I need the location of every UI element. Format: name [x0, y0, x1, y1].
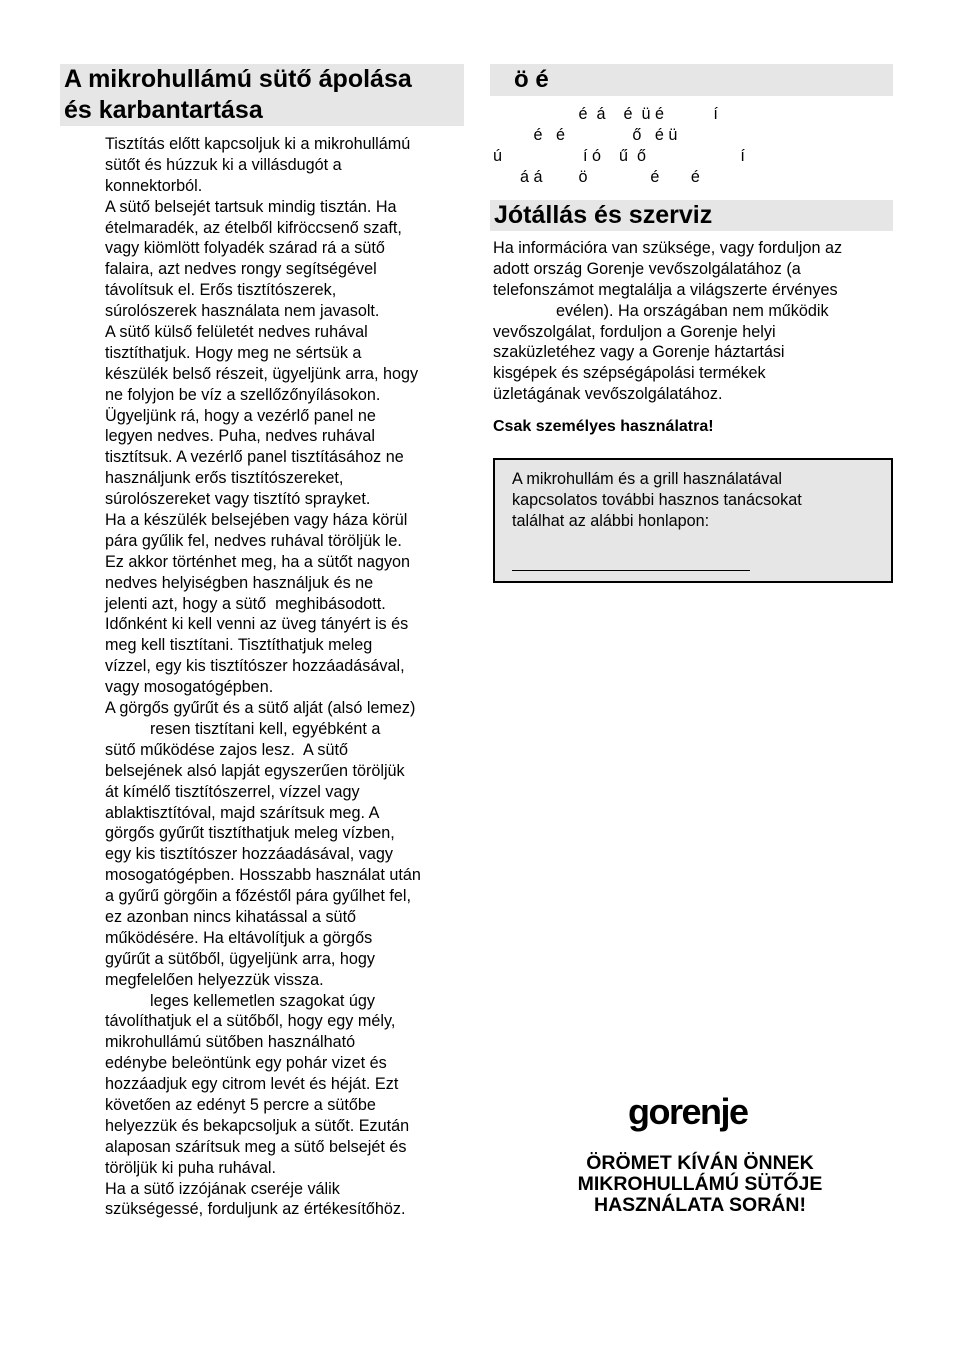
- care-text-line: Tisztítás előtt kapcsoljuk ki a mikrohullámú: [105, 135, 411, 153]
- care-text-line: használjunk erős tisztítószereket,: [105, 469, 344, 488]
- care-text-line: szükségessé, forduljunk az értékesítőhöz.: [105, 1200, 406, 1219]
- care-text-line: vagy mosogatógépben.: [105, 678, 274, 697]
- care-text-line: falaira, azt nedves rongy segítségével: [105, 260, 377, 279]
- care-text-line: meg kell tisztítani. Tisztíthatjuk meleg: [105, 636, 373, 655]
- website-link-underline: [512, 570, 750, 571]
- care-text-line: jelenti azt, hogy a sütő meghibásodott.: [105, 594, 386, 613]
- care-text-line: követően az edényt 5 percre a sütőbe: [105, 1095, 376, 1114]
- care-text-line: távolítsuk el. Erős tisztítószerek,: [105, 281, 337, 300]
- care-text-line: Ha a készülék belsejében vagy háza körül: [105, 511, 408, 530]
- care-text-line: ne folyjon be víz a szellőzőnyílásokon.: [105, 385, 381, 404]
- service-text-line: evélen). Ha országában nem működik: [493, 301, 829, 320]
- care-text-line: edénybe beleöntünk egy pohár vizet és: [105, 1054, 387, 1073]
- care-text-line: a gyűrű görgőin a főzéstől pára gyűlhet fel,: [105, 887, 411, 906]
- care-text-line: görgős gyűrűt tisztíthatjuk meleg vízben,: [105, 824, 395, 843]
- care-text-line: legyen nedves. Puha, nedves ruhával: [105, 427, 375, 446]
- care-text-line: súrolószerek használata nem javasolt.: [105, 302, 380, 321]
- garbled-section-text: [493, 104, 893, 188]
- care-text-line: mikrohullámú sütőben használható: [105, 1033, 356, 1052]
- service-text-line: telefonszámot megtalálja a világszerte érvényes: [493, 280, 838, 299]
- care-text-line: Ez akkor történhet meg, ha a sütőt nagyon: [105, 552, 411, 571]
- service-text-line: adott ország Gorenje vevőszolgálatához (a: [493, 259, 801, 278]
- farewell-text-line: HASZNÁLATA SORÁN!: [594, 1193, 806, 1216]
- service-text-line: vevőszolgálat, forduljon a Gorenje helyi: [493, 322, 776, 341]
- care-text-line: helyezzük és bekapcsoljuk a sütőt. Ezután: [105, 1116, 410, 1135]
- care-text-line: A görgős gyűrűt és a sütő alját (alsó lemez): [105, 699, 416, 718]
- care-text-line: mosogatógépben. Hosszabb használat után: [105, 866, 421, 885]
- care-text-line: Ügyeljünk rá, hogy a vezérlő panel ne: [105, 406, 376, 425]
- care-text-line: készülék belső részeit, ügyeljünk arra, hogy: [105, 364, 419, 383]
- warranty-service-heading: Jótállás és szerviz: [490, 200, 893, 231]
- garbled-section-heading: ö é: [490, 64, 893, 96]
- garbled-text-line: é á é ü é í: [493, 105, 718, 123]
- care-maintenance-heading: [60, 64, 464, 126]
- care-text-line: ételmaradék, az ételből kifröccsenő szaft,: [105, 218, 402, 237]
- care-text-line: sütő működése zajos lesz. A sütő: [105, 740, 348, 759]
- care-text-line: pára gyűlik fel, nedves ruhával töröljük le.: [105, 531, 402, 550]
- care-text-line: vízzel, egy kis tisztítószer hozzáadásával,: [105, 657, 405, 676]
- care-text-line: töröljük ki puha ruhával.: [105, 1158, 276, 1177]
- care-text-line: Időnként ki kell venni az üveg tányért is és: [105, 615, 409, 634]
- care-text-line: A sütő belsejét tartsuk mindig tisztán. Ha: [105, 197, 397, 216]
- gorenje-logo: [628, 1088, 768, 1138]
- farewell-text-line: MIKROHULLÁMÚ SÜTŐJE: [577, 1172, 823, 1195]
- care-text-line: át kímélő tisztítószerrel, vízzel vagy: [105, 782, 360, 801]
- care-heading-line-1: A mikrohullámú sütő ápolása: [64, 65, 412, 93]
- care-text-line: leges kellemetlen szagokat úgy: [105, 991, 375, 1010]
- personal-use-notice: Csak személyes használatra!: [493, 418, 714, 435]
- care-text-line: megfelelően helyezzük vissza.: [105, 970, 324, 989]
- warranty-service-text: [493, 238, 893, 405]
- care-text-line: sütőt és húzzuk ki a villásdugót a: [105, 155, 342, 174]
- care-text-line: vagy kiömlött folyadék szárad rá a sütő: [105, 239, 385, 258]
- farewell-text-line: ÖRÖMET KÍVÁN ÖNNEK: [586, 1152, 814, 1174]
- info-box-text-line: találhat az alábbi honlapon:: [512, 511, 710, 530]
- care-text-line: működésére. Ha eltávolítjuk a görgős: [105, 928, 373, 947]
- service-text-line: kisgépek és szépségápolási termékek: [493, 364, 766, 383]
- info-box-text-line: A mikrohullám és a grill használatával: [512, 470, 782, 488]
- care-text-line: alaposan szárítsuk meg a sütő belsejét és: [105, 1137, 407, 1156]
- care-text-line: gyűrűt a sütőből, ügyeljünk arra, hogy: [105, 949, 375, 968]
- service-text-line: szaküzletéhez vagy a Gorenje háztartási: [493, 343, 785, 362]
- garbled-text-line: á á ö é é: [493, 167, 700, 186]
- info-box-text: [512, 469, 802, 532]
- service-text-line: Ha információra van szüksége, vagy forduljon az: [493, 239, 843, 257]
- service-text-line: üzletágának vevőszolgálatához.: [493, 385, 723, 404]
- garbled-text-line: é é ő é ü: [493, 125, 678, 144]
- gorenje-logo-text: gorenje: [628, 1091, 748, 1132]
- care-text-line: resen tisztítani kell, egyébként a: [105, 719, 381, 738]
- care-text-line: Ha a sütő izzójának cseréje válik: [105, 1179, 340, 1198]
- care-text-line: egy kis tisztítószer hozzáadásával, vagy: [105, 845, 393, 864]
- care-text-line: távolíthatjuk el a sütőből, hogy egy mély,: [105, 1012, 396, 1031]
- care-heading-line-2: és karbantartása: [64, 96, 263, 124]
- care-text-line: nedves helyiségben használjuk és ne: [105, 573, 374, 592]
- info-box-text-line: kapcsolatos további hasznos tanácsokat: [512, 490, 802, 509]
- care-text-line: tisztíthatjuk. Hogy meg ne sértsük a: [105, 343, 362, 362]
- care-text-line: ez azonban nincs kihatással a sütő: [105, 907, 357, 926]
- info-box: [493, 458, 893, 583]
- care-text-line: belsejének alsó lapját egyszerűen töröljük: [105, 761, 405, 780]
- care-text-line: ablaktisztítóval, majd szárítsuk meg. A: [105, 803, 380, 822]
- care-text-line: konnektorból.: [105, 176, 203, 195]
- care-text-line: hozzáadjuk egy citrom levét és héját. Ezt: [105, 1075, 399, 1094]
- care-instructions-text: [105, 134, 465, 1220]
- care-text-line: tisztítsuk. A vezérlő panel tisztításához ne: [105, 448, 404, 467]
- garbled-text-line: ú í ó ű ő í: [493, 146, 745, 165]
- farewell-message: [520, 1150, 880, 1216]
- care-text-line: A sütő külső felületét nedves ruhával: [105, 323, 368, 342]
- care-text-line: súrolószereket vagy tisztító sprayket.: [105, 490, 371, 509]
